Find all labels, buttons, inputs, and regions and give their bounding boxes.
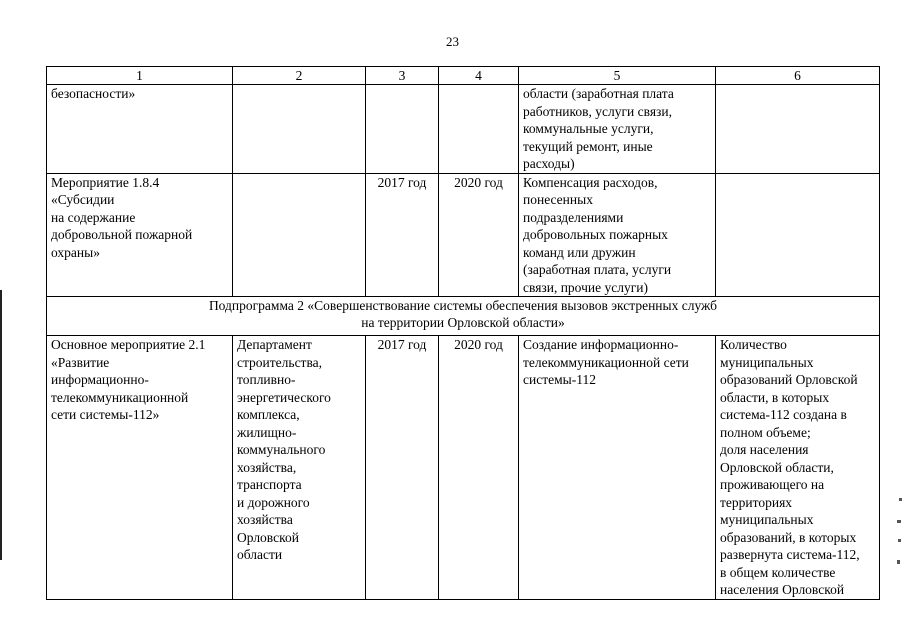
table-cell: [47, 85, 233, 174]
subprogram-row: [47, 297, 880, 336]
cell-text: Компенсация расходов, понесенных подразделениями добровольных пожарных команд или дружин (заработная плата, услуги связи, прочие услуги): [523, 174, 672, 295]
table-cell: [366, 85, 439, 174]
table-cell: [47, 336, 233, 600]
table-cell: [519, 85, 716, 174]
end-year: 2020 год: [454, 174, 503, 190]
table-cell: [233, 173, 366, 297]
table-row: [47, 85, 880, 174]
column-header: 6: [716, 67, 880, 85]
column-header: 3: [366, 67, 439, 85]
subprogram-title-cell: [47, 297, 880, 336]
subprogram-title-line1: Подпрограмма 2 «Совершенствование системы обеспечения вызовов экстренных служб: [208, 298, 718, 313]
cell-text: Мероприятие 1.8.4 «Субсидии на содержание добровольной пожарной охраны»: [51, 174, 193, 260]
table-cell: [519, 173, 716, 297]
subprogram-title-line2: на территории Орловской области»: [361, 315, 565, 330]
table-cell: [233, 336, 366, 600]
table-header-row: [47, 67, 880, 85]
column-header: 2: [233, 67, 366, 85]
start-year: 2017 год: [377, 174, 427, 190]
table-cell: [439, 336, 519, 600]
table-cell: [366, 336, 439, 600]
table-cell: [439, 85, 519, 174]
scan-edge-mark: [0, 290, 2, 560]
table-cell: [519, 336, 716, 600]
cell-text: Департамент строительства, топливно- энергетического комплекса, жилищно- коммунального хозяйства, транспорта и дорожного хозяйства Орловской области: [237, 337, 331, 562]
column-header: 4: [439, 67, 519, 85]
table-cell: [233, 85, 366, 174]
start-year: 2017 год: [377, 337, 427, 352]
table-row: [47, 173, 880, 297]
table-cell: [716, 173, 880, 297]
cell-text: Создание информационно- телекоммуникационной сети системы-112: [523, 337, 689, 387]
program-table: [46, 66, 880, 600]
scan-dot: [897, 560, 900, 564]
table-row: [47, 336, 880, 600]
cell-text: безопасности»: [51, 86, 136, 101]
table-cell: [366, 173, 439, 297]
table-cell: [716, 336, 880, 600]
table-cell: [439, 173, 519, 297]
table-cell: [716, 85, 880, 174]
scan-dot: [899, 498, 902, 501]
column-header: 5: [519, 67, 716, 85]
cell-text: Основное мероприятие 2.1 «Развитие информационно- телекоммуникационной сети системы-112»: [51, 337, 206, 422]
end-year: 2020 год: [454, 337, 503, 352]
column-header: 1: [47, 67, 233, 85]
cell-text: области (заработная плата работников, услуги связи, коммунальные услуги, текущий ремонт, иные расходы): [523, 86, 674, 171]
cell-text: Количество муниципальных образований Орловской области, в которых система-112 создана в полном объеме; доля населения Орловской области, проживающего на территориях муниципальных образований, в которых развернута система-112, в общем количестве населения Орловской: [720, 337, 860, 597]
scan-dot: [898, 539, 901, 542]
page-number: 23: [446, 34, 459, 49]
scan-dot: [897, 520, 901, 523]
table-cell: [47, 173, 233, 297]
